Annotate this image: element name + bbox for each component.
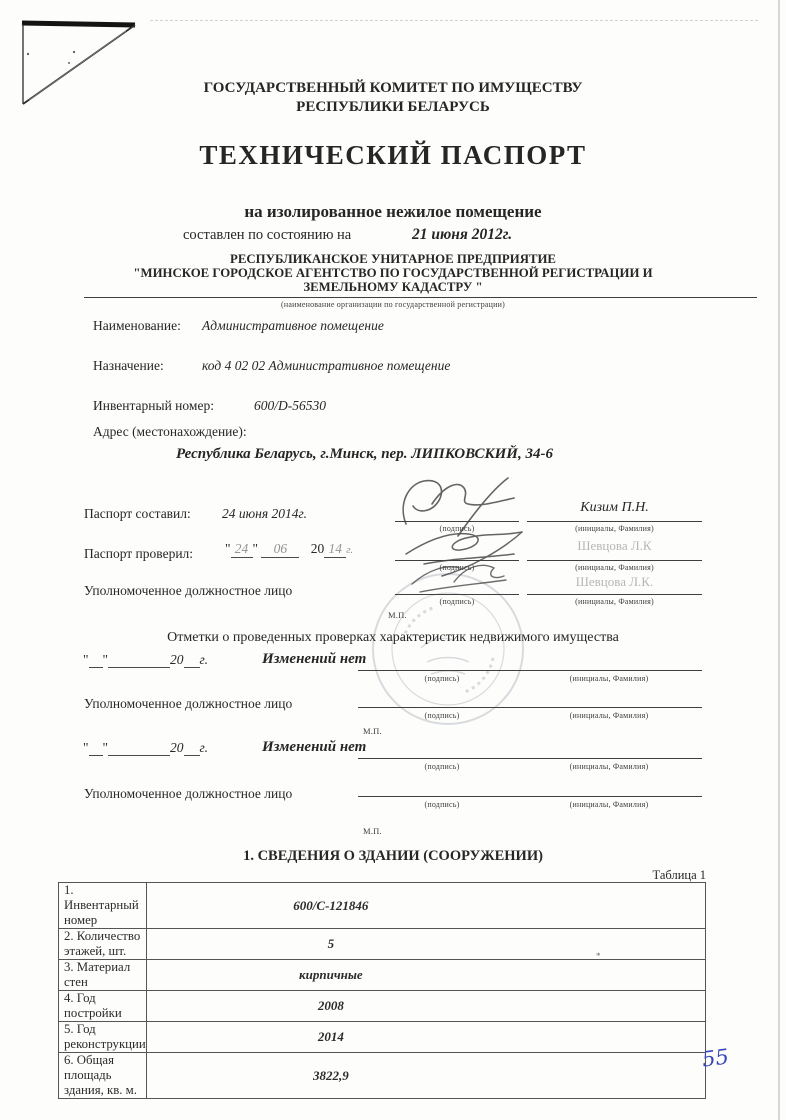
- official-sign-line: [395, 594, 519, 595]
- table-row: [59, 991, 706, 1022]
- stamp-abbr-3: М.П.: [363, 826, 382, 836]
- building-section-heading: 1. СВЕДЕНИЯ О ЗДАНИИ (СООРУЖЕНИИ): [243, 848, 543, 864]
- committee-line2: РЕСПУБЛИКИ БЕЛАРУСЬ: [296, 99, 490, 115]
- check-b-sign-caption: (подпись): [424, 762, 460, 771]
- inventory-value: 600/D-56530: [254, 398, 326, 413]
- quote-open: ": [83, 652, 89, 667]
- address-value: Республика Беларусь, г.Минск, пер. ЛИПКОВСКИЙ, 34-6: [176, 446, 553, 462]
- cell-label: 1. Инвентарный номер: [59, 883, 147, 929]
- checked-year: 14: [324, 541, 346, 558]
- compiled-date: 24 июня 2014г.: [222, 506, 307, 521]
- org-line2: "МИНСКОЕ ГОРОДСКОЕ АГЕНТСТВО ПО ГОСУДАРСТВЕННОЙ РЕГИСТРАЦИИ И: [133, 266, 653, 280]
- handwritten-page-number: 55: [700, 1044, 731, 1072]
- check-a-date-blank: [83, 652, 208, 668]
- check-a-official-label: Уполномоченное должностное лицо: [84, 696, 293, 711]
- official-label: Уполномоченное должностное лицо: [84, 583, 293, 598]
- document-subtitle: на изолированное нежилое помещение: [244, 202, 542, 221]
- check-a-sign-line: [358, 670, 702, 671]
- checked-year-suffix: г.: [346, 544, 354, 556]
- check-b-no-changes: Изменений нет: [262, 739, 367, 755]
- official-name-caption: (инициалы, Фамилия): [575, 597, 654, 606]
- checked-label: Паспорт проверил:: [84, 546, 194, 561]
- cell-label: 5. Год реконструкции: [59, 1022, 147, 1053]
- as-of-label: составлен по состоянию на: [183, 227, 352, 243]
- compiled-name: Кизим П.Н.: [580, 500, 649, 515]
- scan-speck: *: [596, 951, 601, 961]
- year-prefix: 20: [170, 652, 184, 667]
- check-b-official-label: Уполномоченное должностное лицо: [84, 786, 293, 801]
- org-line1: РЕСПУБЛИКАНСКОЕ УНИТАРНОЕ ПРЕДПРИЯТИЕ: [230, 252, 556, 266]
- document-title: ТЕХНИЧЕСКИЙ ПАСПОРТ: [199, 140, 587, 170]
- checked-year-prefix: 20: [310, 541, 325, 556]
- quote-close: ": [252, 541, 259, 556]
- cell-label: 6. Общая площадь здания, кв. м.: [59, 1053, 147, 1099]
- check-b-official-line: [358, 796, 702, 797]
- quote-open: ": [225, 541, 231, 556]
- check-a-official-name-caption: (инициалы, Фамилия): [569, 711, 649, 720]
- org-line3: ЗЕМЕЛЬНОМУ КАДАСТРУ ": [303, 280, 483, 294]
- cell-label: 2. Количество этажей, шт.: [59, 929, 147, 960]
- cell-value: кирпичные: [146, 960, 705, 991]
- checked-name-caption: (инициалы, Фамилия): [575, 563, 654, 572]
- org-underline: [84, 297, 757, 298]
- check-a-sign-caption: (подпись): [424, 674, 460, 683]
- name-value: Административное помещение: [202, 318, 384, 333]
- year-suffix: г.: [199, 652, 208, 667]
- cell-value: 3822,9: [146, 1053, 705, 1099]
- cell-label: 3. Материал стен: [59, 960, 147, 991]
- checked-name-line: [527, 560, 702, 561]
- building-info-table: [58, 882, 706, 1099]
- compiled-label: Паспорт составил:: [84, 506, 191, 521]
- purpose-value: код 4 02 02 Административное помещение: [202, 358, 451, 373]
- compiled-sign-line: [395, 521, 519, 522]
- check-a-no-changes: Изменений нет: [262, 651, 367, 667]
- checked-month: 06: [261, 541, 299, 558]
- checked-name: Шевцова Л.К: [577, 538, 652, 553]
- cell-label: 4. Год постройки: [59, 991, 147, 1022]
- official-name-line: [527, 594, 702, 595]
- table-row: [59, 883, 706, 929]
- compiled-sign-caption: (подпись): [439, 524, 475, 533]
- address-label: Адрес (местонахождение):: [93, 424, 247, 439]
- table-row: [59, 960, 706, 991]
- check-b-name-caption: (инициалы, Фамилия): [569, 762, 649, 771]
- check-b-sign-line: [358, 758, 702, 759]
- quote-close: ": [102, 740, 109, 755]
- check-b-date-blank: [83, 740, 208, 756]
- compiled-name-line: [527, 521, 702, 522]
- purpose-label: Назначение:: [93, 358, 164, 373]
- check-b-official-sign-caption: (подпись): [424, 800, 460, 809]
- check-a-name-caption: (инициалы, Фамилия): [569, 674, 649, 683]
- checks-heading: Отметки о проведенных проверках характеристик недвижимого имущества: [167, 630, 619, 645]
- cell-value: 2014: [146, 1022, 705, 1053]
- table-caption: Таблица 1: [652, 868, 706, 882]
- check-b-official-name-caption: (инициалы, Фамилия): [569, 800, 649, 809]
- checked-day: 24: [231, 541, 253, 558]
- checked-sign-caption: (подпись): [439, 563, 475, 572]
- checked-date-handwritten: [225, 541, 353, 558]
- year-suffix: г.: [199, 740, 208, 755]
- as-of-date: 21 июня 2012г.: [412, 226, 513, 243]
- compiled-name-caption: (инициалы, Фамилия): [575, 524, 654, 533]
- year-prefix: 20: [170, 740, 184, 755]
- table-row: [59, 1053, 706, 1099]
- quote-open: ": [83, 740, 89, 755]
- check-a-official-sign-caption: (подпись): [424, 711, 460, 720]
- name-label: Наименование:: [93, 318, 181, 333]
- official-sign-caption: (подпись): [439, 597, 475, 606]
- inventory-label: Инвентарный номер:: [93, 398, 214, 413]
- stamp-abbr-1: М.П.: [388, 610, 407, 620]
- stamp-abbr-2: М.П.: [363, 726, 382, 736]
- table-row: [59, 1022, 706, 1053]
- official-signature: [402, 558, 517, 598]
- scan-top-edge-line: [150, 20, 758, 21]
- cell-value: 2008: [146, 991, 705, 1022]
- org-caption: (наименование организации по государственной регистрации): [281, 300, 505, 309]
- official-name: Шевцова Л.К.: [575, 574, 654, 589]
- check-a-official-line: [358, 707, 702, 708]
- committee-line1: ГОСУДАРСТВЕННЫЙ КОМИТЕТ ПО ИМУЩЕСТВУ: [203, 80, 583, 96]
- quote-close: ": [102, 652, 109, 667]
- table-row: [59, 929, 706, 960]
- cell-value: 600/C-121846: [146, 883, 705, 929]
- cell-value: 5: [146, 929, 705, 960]
